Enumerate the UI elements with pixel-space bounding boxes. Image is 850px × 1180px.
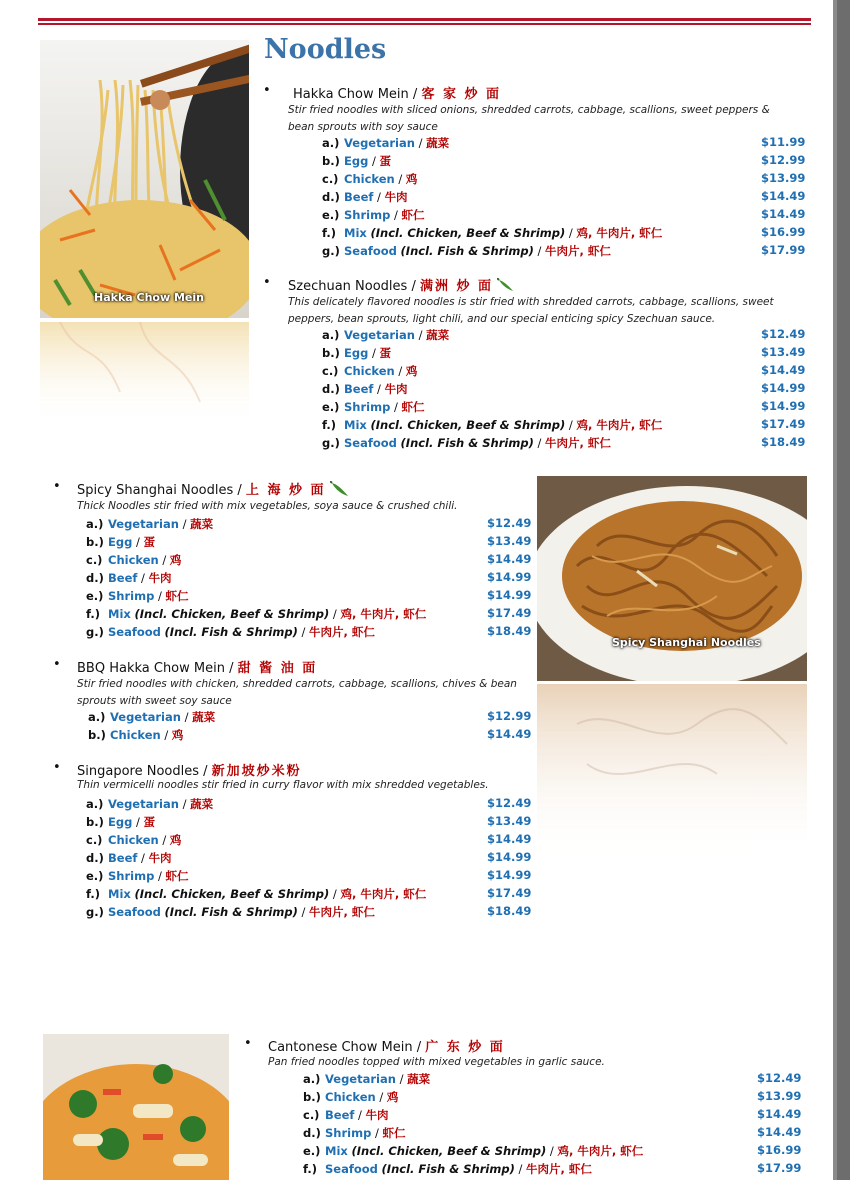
option-name: Shrimp	[344, 400, 391, 414]
option-name: Seafood	[108, 625, 161, 639]
option-price: $18.49	[487, 904, 532, 918]
option-row	[86, 814, 532, 832]
option-separator: /	[414, 328, 427, 342]
option-separator: /	[180, 710, 193, 724]
option-separator: /	[158, 833, 170, 847]
option-name: Vegetarian	[108, 797, 179, 811]
option-name: Chicken	[325, 1090, 376, 1104]
option-price: $14.99	[487, 850, 532, 864]
option-separator: /	[375, 1090, 387, 1104]
option-separator: /	[565, 418, 577, 432]
option-letter: g.)	[322, 436, 340, 450]
option-row	[86, 552, 532, 570]
item-name-en: Hakka Chow Mein	[293, 87, 409, 102]
option-price: $11.99	[761, 135, 806, 149]
option-row	[303, 1125, 802, 1143]
option-letter: b.)	[322, 346, 340, 360]
shanghai-photo-caption: Spicy Shanghai Noodles	[612, 636, 761, 649]
option-separator: /	[137, 571, 149, 585]
option-name-cn: 蔬菜	[426, 328, 450, 342]
option-row	[322, 207, 806, 225]
page-title: Noodles	[264, 34, 387, 65]
item-name-szechuan: Szechuan Noodles / 满洲 炒 面	[288, 275, 515, 294]
option-letter: c.)	[303, 1108, 320, 1122]
option-name: Beef	[108, 571, 138, 585]
option-separator: /	[329, 607, 341, 621]
option-row	[322, 399, 806, 417]
option-name: Seafood	[325, 1162, 378, 1176]
option-row	[86, 904, 532, 922]
option-name: Shrimp	[108, 869, 155, 883]
option-price: $14.49	[761, 363, 806, 377]
option-name: Chicken	[344, 364, 395, 378]
option-name: Beef	[344, 382, 374, 396]
option-name: Vegetarian	[344, 136, 415, 150]
option-separator: /	[533, 436, 546, 450]
option-name: Mix	[344, 418, 367, 432]
option-separator: /	[394, 364, 406, 378]
option-name-cn: 牛肉	[365, 1108, 389, 1122]
option-separator: /	[178, 517, 191, 531]
option-note: (Incl. Chicken, Beef & Shrimp)	[370, 418, 566, 432]
option-letter: a.)	[88, 710, 106, 724]
option-name-cn: 鸡	[171, 728, 184, 742]
item-description-cantonese: Pan fried noodles topped with mixed vegetables in garlic sauce.	[268, 1056, 605, 1068]
option-name-cn: 蔬菜	[190, 517, 214, 531]
item-name-shanghai: Spicy Shanghai Noodles / 上 海 炒 面	[77, 479, 350, 498]
option-letter: b.)	[322, 154, 340, 168]
option-row	[86, 886, 532, 904]
option-price: $14.99	[487, 588, 532, 602]
option-row	[86, 534, 532, 552]
option-name-cn: 蔬菜	[407, 1072, 431, 1086]
option-letter: f.)	[322, 226, 336, 240]
option-price: $12.99	[487, 709, 532, 723]
option-letter: b.)	[86, 815, 104, 829]
option-note: (Incl. Chicken, Beef & Shrimp)	[351, 1144, 547, 1158]
option-name: Beef	[108, 851, 138, 865]
option-row	[322, 189, 806, 207]
option-name-cn: 鸡	[405, 172, 418, 186]
option-name-cn: 牛肉	[384, 190, 408, 204]
option-price: $12.99	[761, 153, 806, 167]
option-name-cn: 鸡, 牛肉片, 虾仁	[576, 418, 663, 432]
option-row	[86, 796, 532, 814]
option-letter: e.)	[86, 589, 104, 603]
option-row	[322, 225, 806, 243]
option-price: $16.99	[757, 1143, 802, 1157]
option-row	[86, 588, 532, 606]
item-name-cn: 广 东 炒 面	[425, 1040, 505, 1055]
option-letter: a.)	[86, 517, 104, 531]
option-name: Vegetarian	[110, 710, 181, 724]
option-price: $14.49	[487, 832, 532, 846]
option-separator: /	[160, 728, 172, 742]
option-letter: b.)	[88, 728, 106, 742]
option-name: Shrimp	[108, 589, 155, 603]
option-name-cn: 虾仁	[401, 400, 425, 414]
option-letter: d.)	[86, 851, 104, 865]
option-letter: a.)	[86, 797, 104, 811]
option-name-cn: 牛肉片, 虾仁	[309, 905, 375, 919]
option-letter: b.)	[86, 535, 104, 549]
scrollbar[interactable]	[833, 0, 850, 1180]
option-price: $14.49	[487, 552, 532, 566]
option-row	[303, 1107, 802, 1125]
option-name: Vegetarian	[344, 328, 415, 342]
option-letter: c.)	[86, 833, 103, 847]
option-letter: e.)	[86, 869, 104, 883]
option-name-cn: 鸡, 牛肉片, 虾仁	[557, 1144, 644, 1158]
option-name-cn: 鸡, 牛肉片, 虾仁	[340, 607, 427, 621]
bullet-icon: •	[53, 760, 61, 775]
option-row	[86, 868, 532, 886]
option-name-cn: 牛肉片, 虾仁	[545, 436, 611, 450]
option-name: Shrimp	[344, 208, 391, 222]
option-note: (Incl. Fish & Shrimp)	[164, 905, 298, 919]
option-note: (Incl. Fish & Shrimp)	[400, 244, 534, 258]
option-name: Egg	[108, 815, 133, 829]
option-name-cn: 牛肉片, 虾仁	[545, 244, 611, 258]
option-name: Seafood	[344, 244, 397, 258]
option-separator: /	[373, 382, 385, 396]
option-separator: /	[154, 589, 166, 603]
item-name-cn: 新加坡炒米粉	[211, 764, 302, 779]
option-separator: /	[178, 797, 191, 811]
option-row	[322, 417, 806, 435]
option-letter: d.)	[322, 190, 340, 204]
option-price: $12.49	[487, 516, 532, 530]
option-letter: d.)	[86, 571, 104, 585]
option-price: $18.49	[761, 435, 806, 449]
option-note: (Incl. Fish & Shrimp)	[381, 1162, 515, 1176]
option-separator: /	[158, 553, 170, 567]
option-name: Beef	[344, 190, 374, 204]
option-name-cn: 鸡	[169, 833, 182, 847]
option-name: Beef	[325, 1108, 355, 1122]
option-letter: a.)	[322, 136, 340, 150]
option-name: Chicken	[110, 728, 161, 742]
option-row	[322, 153, 806, 171]
item-description-szechuan: This delicately flavored noodles is stir fried with shredded carrots, cabbage, scallions, sweet peppers, bean sprouts, light chili, and our special enticing spicy Szechuan sauce.	[288, 296, 774, 325]
shanghai-photo-reflection	[537, 684, 807, 864]
option-separator: /	[371, 1126, 383, 1140]
option-name: Egg	[344, 346, 369, 360]
item-name-en: Szechuan Noodles	[288, 279, 408, 294]
option-name-cn: 鸡	[169, 553, 182, 567]
option-letter: d.)	[322, 382, 340, 396]
option-price: $17.99	[761, 243, 806, 257]
option-separator: /	[329, 887, 341, 901]
option-separator: /	[533, 244, 546, 258]
option-letter: f.)	[86, 607, 100, 621]
option-name: Seafood	[344, 436, 397, 450]
option-price: $14.99	[761, 399, 806, 413]
option-separator: /	[394, 172, 406, 186]
option-name-cn: 蛋	[143, 815, 156, 829]
item-description-bbq: Stir fried noodles with chicken, shredded carrots, cabbage, scallions, chives & bean sprouts with sweet soy sauce	[77, 678, 517, 707]
option-row	[303, 1071, 802, 1089]
option-separator: /	[297, 625, 310, 639]
option-name-cn: 牛肉	[384, 382, 408, 396]
option-name-cn: 牛肉	[148, 571, 172, 585]
option-price: $14.99	[487, 570, 532, 584]
option-letter: a.)	[303, 1072, 321, 1086]
hakka-photo-reflection	[40, 322, 249, 427]
option-name-cn: 鸡, 牛肉片, 虾仁	[576, 226, 663, 240]
option-row	[86, 516, 532, 534]
option-name: Mix	[325, 1144, 348, 1158]
option-name-cn: 蔬菜	[426, 136, 450, 150]
bullet-icon: •	[263, 83, 271, 98]
option-name: Shrimp	[325, 1126, 372, 1140]
option-letter: g.)	[86, 905, 104, 919]
option-name-cn: 虾仁	[401, 208, 425, 222]
option-price: $14.49	[761, 189, 806, 203]
option-note: (Incl. Chicken, Beef & Shrimp)	[370, 226, 566, 240]
option-separator: /	[390, 208, 402, 222]
option-price: $14.49	[757, 1107, 802, 1121]
option-name-cn: 鸡	[405, 364, 418, 378]
option-letter: b.)	[303, 1090, 321, 1104]
option-letter: g.)	[322, 244, 340, 258]
bullet-icon: •	[53, 479, 61, 494]
option-separator: /	[395, 1072, 408, 1086]
option-name-cn: 牛肉	[148, 851, 172, 865]
option-name: Vegetarian	[108, 517, 179, 531]
option-name: Mix	[108, 887, 131, 901]
option-name-cn: 虾仁	[382, 1126, 406, 1140]
option-row	[86, 570, 532, 588]
option-separator: /	[132, 535, 144, 549]
option-name-cn: 蔬菜	[190, 797, 214, 811]
option-row	[88, 727, 532, 745]
item-name-cn: 甜 酱 油 面	[237, 661, 318, 676]
option-note: (Incl. Chicken, Beef & Shrimp)	[134, 607, 330, 621]
option-separator: /	[514, 1162, 527, 1176]
option-name: Seafood	[108, 905, 161, 919]
option-price: $14.49	[761, 207, 806, 221]
option-name-cn: 蔬菜	[192, 710, 216, 724]
option-letter: g.)	[86, 625, 104, 639]
option-name-cn: 蛋	[143, 535, 156, 549]
option-name-cn: 鸡	[386, 1090, 399, 1104]
bullet-icon: •	[53, 657, 61, 672]
option-name-cn: 虾仁	[165, 869, 189, 883]
option-separator: /	[373, 190, 385, 204]
item-description-singapore: Thin vermicelli noodles stir fried in curry flavor with mix shredded vegetables.	[77, 779, 489, 791]
option-letter: c.)	[322, 364, 339, 378]
item-name-cn: 满洲 炒 面	[419, 279, 494, 294]
item-description-shanghai: Thick Noodles stir fried with mix vegetables, soya sauce & crushed chili.	[77, 500, 458, 512]
option-row	[322, 327, 806, 345]
option-name-cn: 虾仁	[165, 589, 189, 603]
option-separator: /	[132, 815, 144, 829]
option-separator: /	[414, 136, 427, 150]
option-letter: f.)	[303, 1162, 317, 1176]
item-name-en: BBQ Hakka Chow Mein	[77, 661, 225, 676]
option-note: (Incl. Fish & Shrimp)	[400, 436, 534, 450]
item-name-cantonese: Cantonese Chow Mein / 广 东 炒 面	[268, 1040, 505, 1055]
option-price: $17.99	[757, 1161, 802, 1175]
option-row	[322, 363, 806, 381]
item-name-en: Cantonese Chow Mein	[268, 1040, 413, 1055]
option-name: Mix	[108, 607, 131, 621]
option-price: $14.49	[757, 1125, 802, 1139]
option-letter: c.)	[322, 172, 339, 186]
option-name-cn: 牛肉片, 虾仁	[309, 625, 375, 639]
option-price: $13.49	[487, 814, 532, 828]
option-row	[86, 624, 532, 642]
option-row	[86, 832, 532, 850]
option-name-cn: 鸡, 牛肉片, 虾仁	[340, 887, 427, 901]
option-row	[322, 243, 806, 261]
option-price: $17.49	[487, 886, 532, 900]
option-price: $14.99	[487, 868, 532, 882]
cantonese-chow-mein-photo	[43, 1034, 229, 1180]
option-letter: a.)	[322, 328, 340, 342]
item-name-en: Spicy Shanghai Noodles	[77, 483, 234, 498]
option-name: Egg	[108, 535, 133, 549]
option-letter: e.)	[303, 1144, 321, 1158]
option-name: Vegetarian	[325, 1072, 396, 1086]
option-price: $12.49	[757, 1071, 802, 1085]
option-row	[322, 171, 806, 189]
bullet-icon: •	[244, 1036, 252, 1051]
spicy-shanghai-noodles-photo	[537, 476, 807, 681]
option-letter: c.)	[86, 553, 103, 567]
option-name: Mix	[344, 226, 367, 240]
option-letter: e.)	[322, 208, 340, 222]
item-name-singapore: Singapore Noodles / 新加坡炒米粉	[77, 764, 302, 779]
option-price: $14.49	[487, 727, 532, 741]
item-name-bbq: BBQ Hakka Chow Mein / 甜 酱 油 面	[77, 661, 318, 676]
option-row	[86, 850, 532, 868]
option-price: $13.49	[761, 345, 806, 359]
item-name-en: Singapore Noodles	[77, 764, 199, 779]
option-note: (Incl. Fish & Shrimp)	[164, 625, 298, 639]
option-separator: /	[565, 226, 577, 240]
option-price: $16.99	[761, 225, 806, 239]
option-price: $18.49	[487, 624, 532, 638]
option-separator: /	[297, 905, 310, 919]
option-name-cn: 蛋	[379, 154, 392, 168]
option-row	[322, 345, 806, 363]
option-row	[303, 1161, 802, 1179]
hakka-chow-mein-photo	[40, 40, 249, 318]
option-price: $13.49	[487, 534, 532, 548]
option-price: $13.99	[761, 171, 806, 185]
option-name: Chicken	[344, 172, 395, 186]
item-description-hakka: Stir fried noodles with sliced onions, shredded carrots, cabbage, scallions, sweet peppers & bean sprouts with soy sauce	[288, 104, 770, 133]
header-rule-bottom	[38, 23, 811, 25]
option-row	[88, 709, 532, 727]
option-name-cn: 蛋	[379, 346, 392, 360]
header-rule-top	[38, 18, 811, 21]
option-separator: /	[390, 400, 402, 414]
option-separator: /	[368, 154, 380, 168]
option-separator: /	[546, 1144, 558, 1158]
option-price: $17.49	[487, 606, 532, 620]
option-separator: /	[368, 346, 380, 360]
option-letter: e.)	[322, 400, 340, 414]
option-row	[322, 381, 806, 399]
option-note: (Incl. Chicken, Beef & Shrimp)	[134, 887, 330, 901]
chili-pepper-icon	[330, 481, 350, 497]
option-letter: d.)	[303, 1126, 321, 1140]
option-price: $13.99	[757, 1089, 802, 1103]
option-row	[86, 606, 532, 624]
option-price: $14.99	[761, 381, 806, 395]
option-price: $12.49	[487, 796, 532, 810]
option-separator: /	[137, 851, 149, 865]
option-row	[322, 135, 806, 153]
option-name: Egg	[344, 154, 369, 168]
hakka-photo-caption: Hakka Chow Mein	[94, 291, 204, 304]
option-separator: /	[154, 869, 166, 883]
bullet-icon: •	[263, 275, 271, 290]
item-name-hakka: Hakka Chow Mein / 客 家 炒 面	[293, 87, 502, 102]
item-name-cn: 客 家 炒 面	[421, 87, 502, 102]
option-row	[303, 1143, 802, 1161]
option-row	[303, 1089, 802, 1107]
option-letter: f.)	[322, 418, 336, 432]
option-name: Chicken	[108, 833, 159, 847]
option-name: Chicken	[108, 553, 159, 567]
option-row	[322, 435, 806, 453]
option-price: $12.49	[761, 327, 806, 341]
option-price: $17.49	[761, 417, 806, 431]
item-name-cn: 上 海 炒 面	[245, 483, 326, 498]
option-separator: /	[354, 1108, 366, 1122]
option-letter: f.)	[86, 887, 100, 901]
option-name-cn: 牛肉片, 虾仁	[526, 1162, 592, 1176]
chili-pepper-icon	[497, 278, 515, 292]
